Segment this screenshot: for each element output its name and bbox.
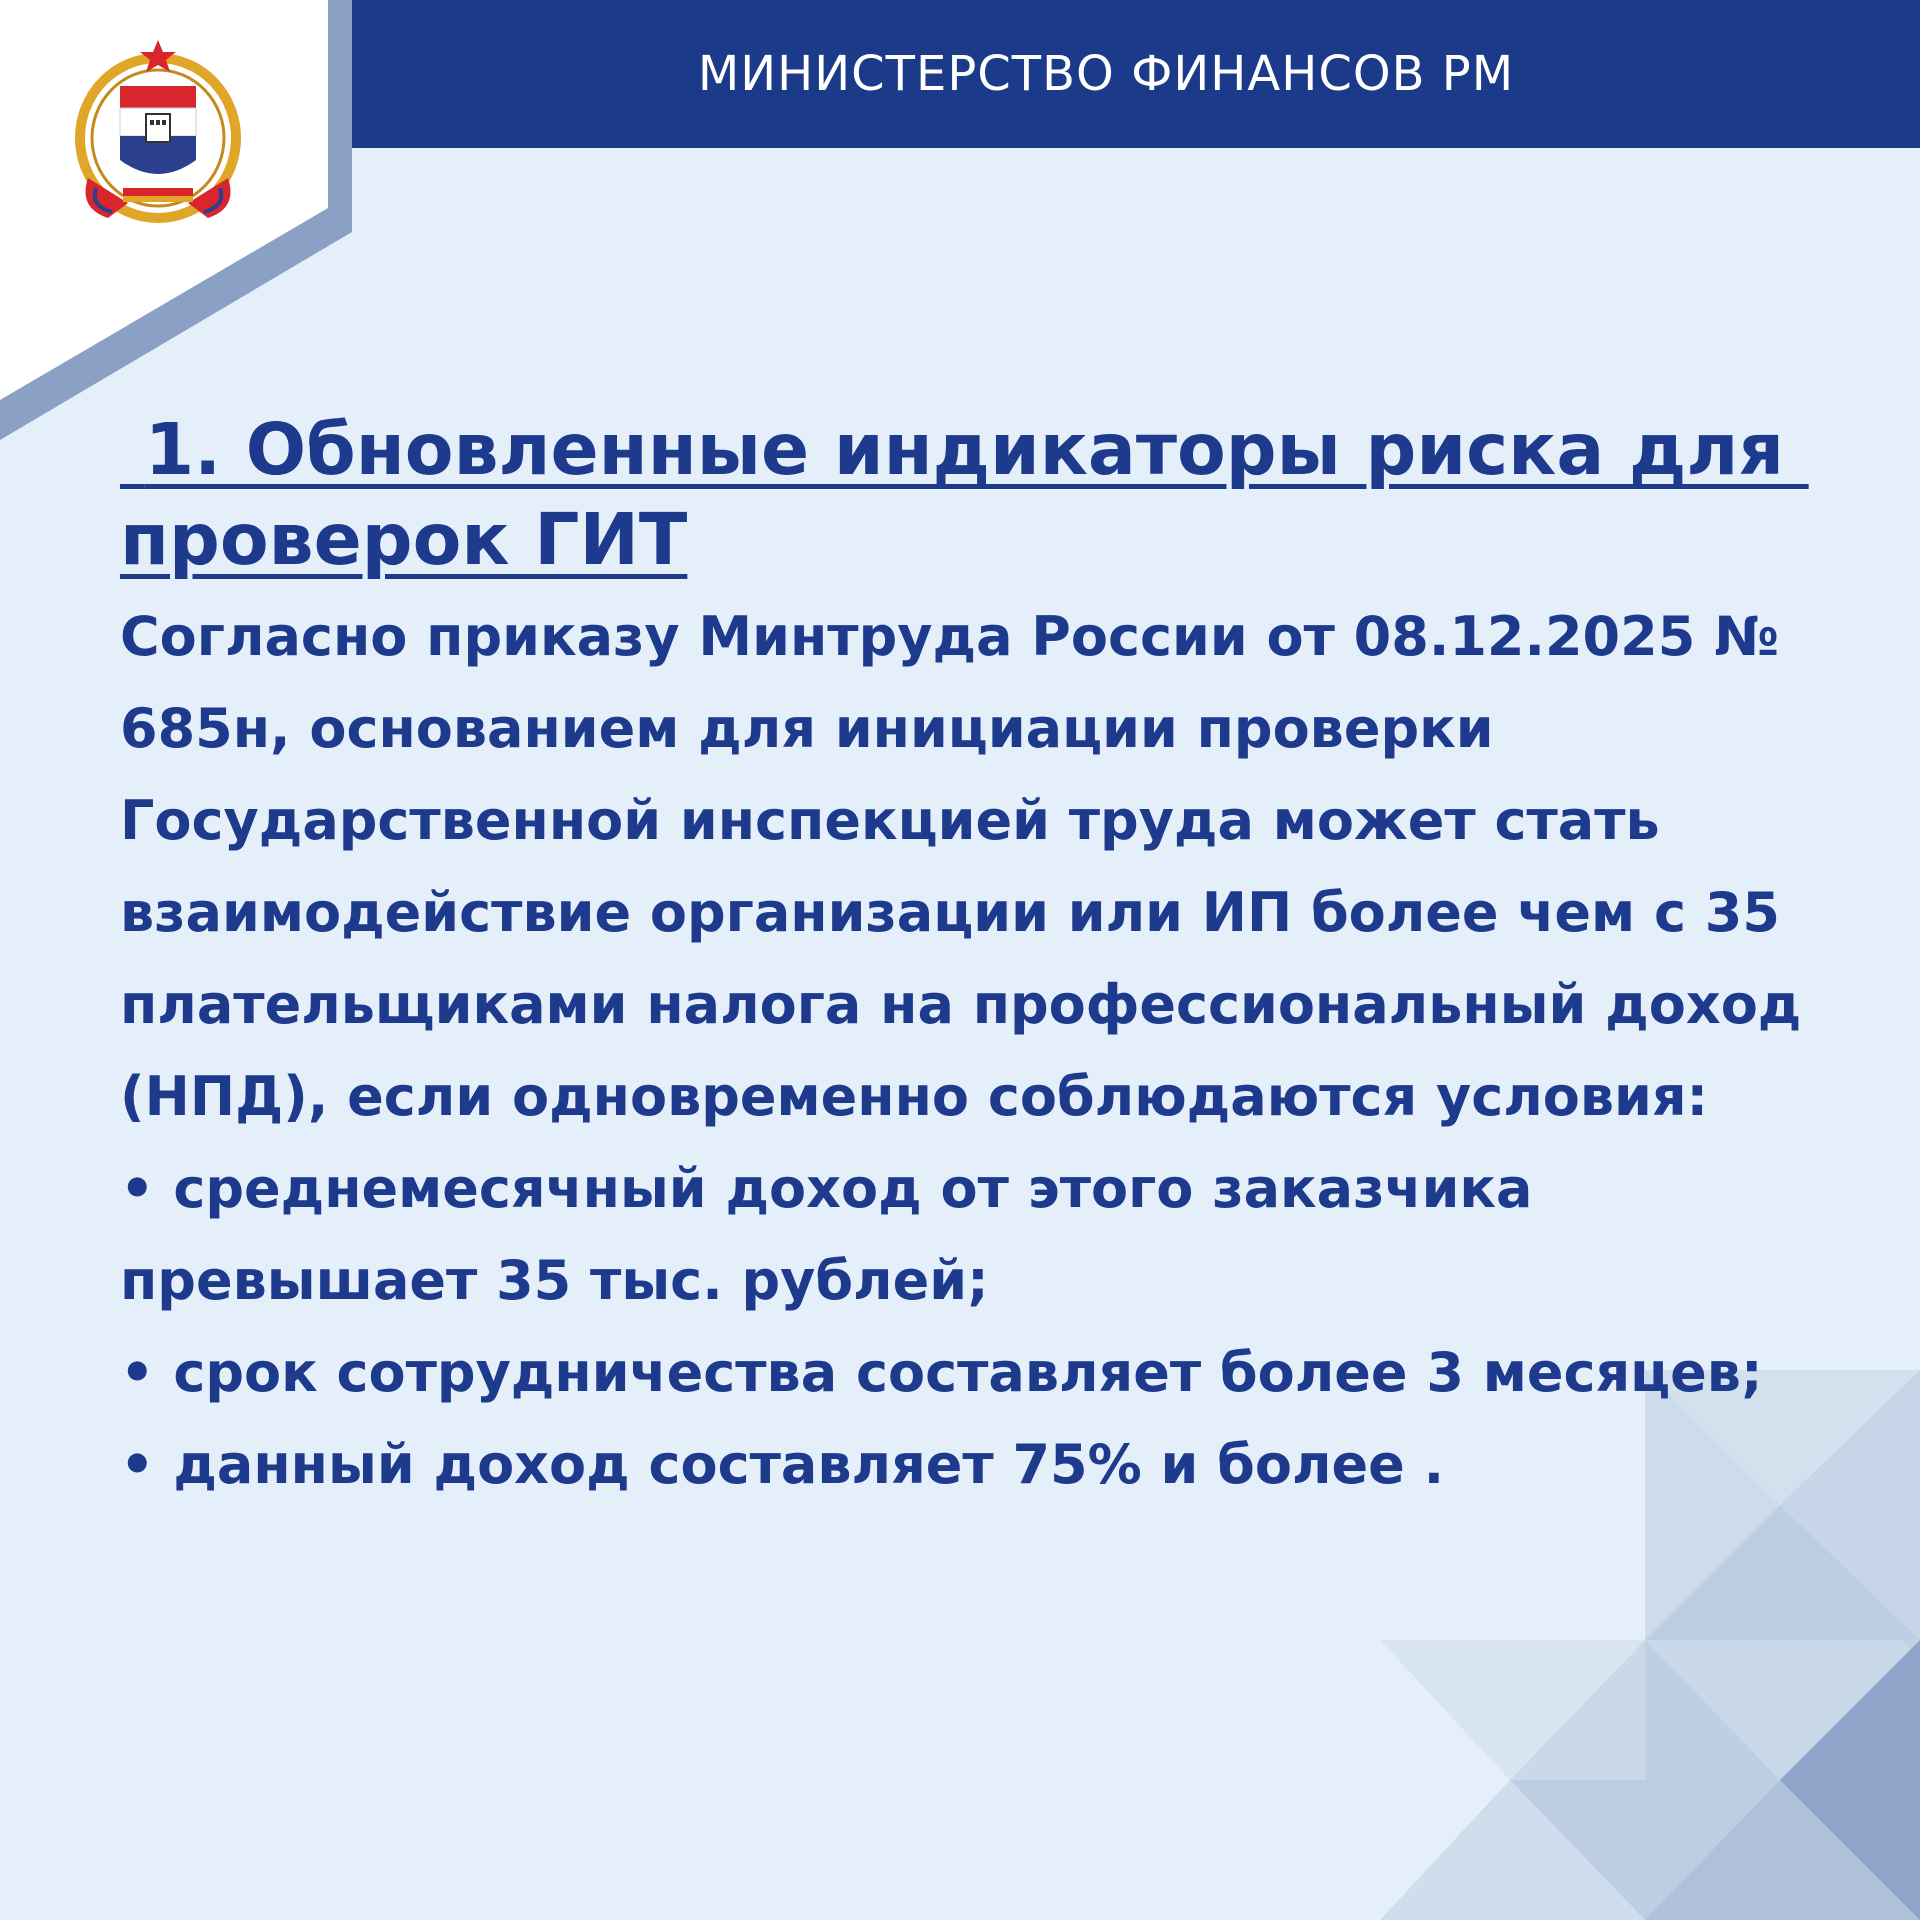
article-heading: 1. Обновленные индикаторы риска для проверок ГИТ — [120, 408, 1809, 581]
bullet-item: • среднемесячный доход от этого заказчика превышает 35 тыс. рублей; — [120, 1157, 1533, 1312]
header-title: МИНИСТЕРСТВО ФИНАНСОВ РМ — [697, 46, 1515, 102]
bullet-item: • срок сотрудничества составляет более 3 месяцев; — [120, 1341, 1763, 1404]
article-intro: Согласно приказу Минтруда России от 08.12.2025 № 685н, основанием для инициации проверки Государственной инспекцией труда может стать взаимодействие организации или ИП более чем с 35 плательщиками налога на профессиональный доход (НПД), если одновременно соблюдаются условия: — [120, 605, 1802, 1128]
bullet-item: • данный доход составляет 75% и более . — [120, 1433, 1445, 1496]
header-bar — [352, 0, 1920, 148]
article-content — [120, 405, 1820, 1511]
coat-of-arms-icon — [68, 38, 248, 228]
